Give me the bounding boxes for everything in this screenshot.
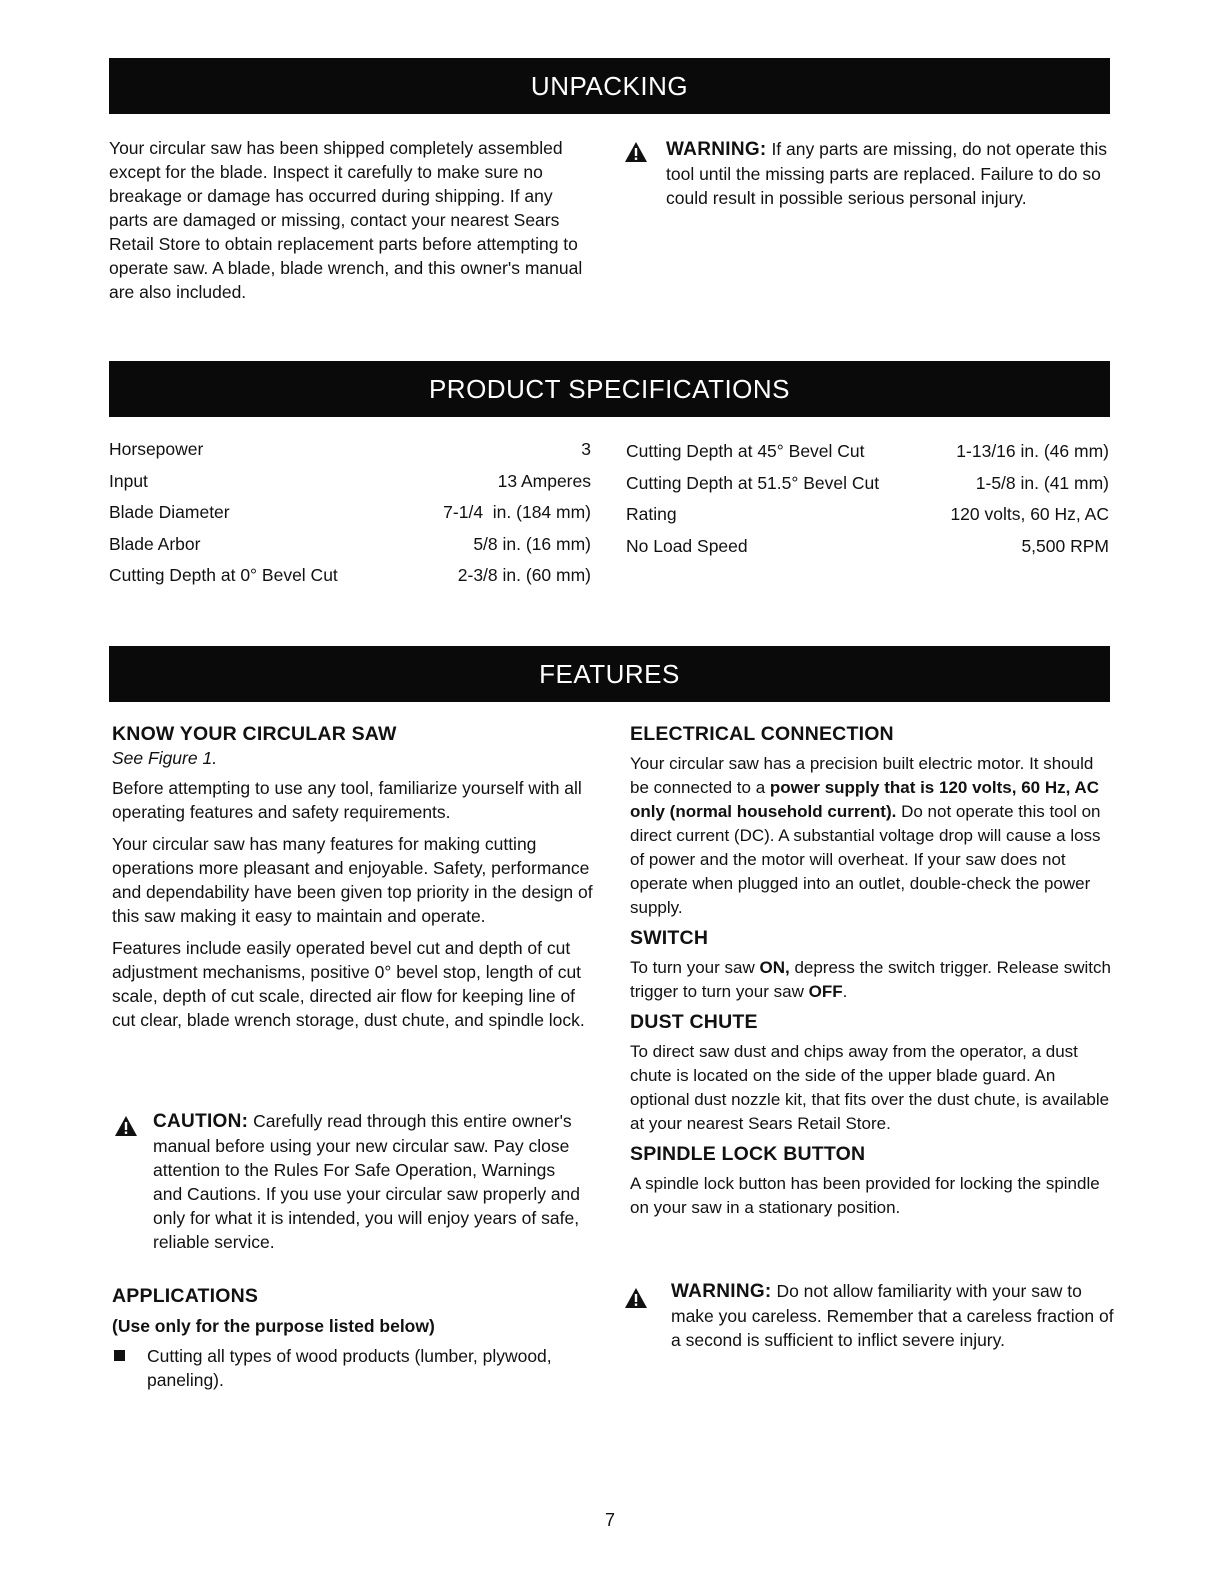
specs-right-table <box>626 436 1109 562</box>
electrical-heading: ELECTRICAL CONNECTION <box>630 723 894 745</box>
applications-item-text: Cutting all types of wood products (lumber, plywood, paneling). <box>147 1346 552 1390</box>
warning-text: If any parts are missing, do not operate this tool until the missing parts are replaced. Failure to do so could result in possible serious personal injury. <box>666 139 1108 208</box>
spec-value: 13 Amperes <box>497 470 591 491</box>
spec-label: Cutting Depth at 51.5° Bevel Cut <box>626 472 880 493</box>
electrical-bold: power supply that is 120 volts, 60 Hz, AC only (normal household current). <box>630 778 1099 821</box>
caution-text: Carefully read through this entire owner's manual before using your new circular saw. Pay close attention to the Rules For Safe Operation, Warnings and Cautions. If you use your circular saw properly and only for what it is intended, you will enjoy years of safe, reliable service. <box>153 1111 581 1252</box>
spec-row <box>626 531 1109 563</box>
spec-label: Blade Diameter <box>109 502 230 522</box>
switch-text-1: To turn your saw <box>630 958 755 977</box>
spec-row <box>109 560 591 592</box>
switch-text-3: . <box>842 982 848 1001</box>
features-header: FEATURES <box>109 646 1110 702</box>
caution-label: CAUTION: <box>153 1111 249 1132</box>
spec-row <box>109 497 591 529</box>
spec-row <box>626 468 1109 500</box>
switch-on: ON, <box>759 958 790 977</box>
spec-value: 3 <box>581 439 591 459</box>
features-left-column <box>112 722 596 1032</box>
applications-item <box>112 1344 592 1392</box>
applications-heading: APPLICATIONS <box>112 1285 259 1307</box>
dust-chute-text: To direct saw dust and chips away from the operator, a dust chute is located on the side of the upper blade guard. An optional dust nozzle kit, that fits over the dust chute, is available at your nearest Sears Retail Store. <box>630 1042 1110 1133</box>
warning-text-block <box>666 137 1114 210</box>
bullet-square-icon <box>114 1350 125 1361</box>
applications-section <box>112 1284 592 1392</box>
spec-label: Rating <box>626 504 677 524</box>
spec-label: Cutting Depth at 0° Bevel Cut <box>109 565 338 585</box>
warning-label: WARNING: <box>671 1281 772 1302</box>
spec-label: Horsepower <box>109 439 204 459</box>
electrical-text-1: Your circular saw has a precision built electric motor. <box>630 754 1025 773</box>
unpacking-header: UNPACKING <box>109 58 1110 114</box>
switch-text <box>630 956 1114 1004</box>
switch-heading: SWITCH <box>630 927 709 949</box>
spindle-lock-text: A spindle lock button has been provided for locking the spindle on your saw in a stationary position. <box>630 1174 1100 1217</box>
spec-row <box>109 529 591 561</box>
spec-value: 120 volts, 60 Hz, AC <box>950 504 1109 524</box>
spec-value: 1-13/16 in. (46 mm) <box>956 441 1109 461</box>
spec-row <box>626 499 1109 531</box>
warning-icon <box>624 1287 648 1309</box>
warning-icon <box>624 141 648 163</box>
switch-off: OFF <box>808 982 843 1001</box>
familiarity-warning-text: Do not allow familiarity with your saw to make you careless. Remember that a careless fraction of a second is sufficient to inflict severe injury. <box>671 1281 1114 1350</box>
familiarity-warning-text-block <box>671 1279 1114 1352</box>
spec-row <box>109 434 591 466</box>
spec-row <box>626 436 1109 468</box>
know-paragraph-3: Features include easily operated bevel cut and depth of cut adjustment mechanisms, positive 0° bevel stop, length of cut scale, depth of cut scale, directed air flow for keeping line of cut clear, blade wrench storage, dust chute, and spindle lock. <box>112 938 585 1030</box>
caution-icon <box>114 1115 138 1137</box>
know-paragraph-2: Your circular saw has many features for making cutting operations more pleasant and enjoyable. Safety, performance and dependability have been given top priority in the design of this saw making it easy to maintain and operate. <box>112 834 593 926</box>
spec-row <box>109 466 591 498</box>
spindle-lock-heading: SPINDLE LOCK BUTTON <box>630 1143 866 1165</box>
know-paragraph-1: Before attempting to use any tool, familiarize yourself with all operating features and safety requirements. <box>112 778 582 822</box>
switch-text-2: depress the switch trigger. Release switch trigger to turn your saw <box>630 958 1111 1001</box>
spec-label: Cutting Depth at 45° Bevel Cut <box>626 441 865 461</box>
unpacking-text: Your circular saw has been shipped completely assembled except for the blade. Inspect it carefully to make sure no breakage or damage has occurred during shipping. If any parts are damaged or missing, contact your nearest Sears Retail Store to obtain replacement parts before attempting to operate saw. A blade, blade wrench, and this owner's manual are also included. <box>109 138 583 302</box>
applications-subtitle: (Use only for the purpose listed below) <box>112 1316 435 1336</box>
page-number: 7 <box>604 1510 615 1530</box>
spec-value: 2-3/8 in. (60 mm) <box>457 565 591 585</box>
see-figure: See Figure 1. <box>112 748 218 768</box>
spec-label: No Load Speed <box>626 535 748 556</box>
features-right-column <box>630 722 1114 1220</box>
spec-label: Blade Arbor <box>109 533 201 554</box>
spec-value: 7-1/4 in. (184 mm) <box>443 502 591 522</box>
spec-value: 5,500 RPM <box>1021 535 1109 556</box>
specs-header: PRODUCT SPECIFICATIONS <box>109 361 1110 417</box>
electrical-text <box>630 752 1114 920</box>
spec-value: 5/8 in. (16 mm) <box>473 533 591 554</box>
spec-label: Input <box>109 470 148 491</box>
unpacking-body <box>109 136 595 304</box>
warning-label: WARNING: <box>666 139 767 160</box>
electrical-text-2: It should be connected to a <box>630 754 1094 797</box>
dust-chute-heading: DUST CHUTE <box>630 1011 758 1033</box>
electrical-text-3: Do not operate this tool on direct current (DC). A substantial voltage drop will cause a loss of power and the motor will overheat. If your saw does not operate when plugged into an outlet, double-check the power supply. <box>630 802 1101 917</box>
specs-left-table <box>109 434 591 592</box>
spec-value: 1-5/8 in. (41 mm) <box>975 472 1109 493</box>
know-saw-heading: KNOW YOUR CIRCULAR SAW <box>112 723 397 745</box>
caution-text-block <box>153 1109 584 1254</box>
